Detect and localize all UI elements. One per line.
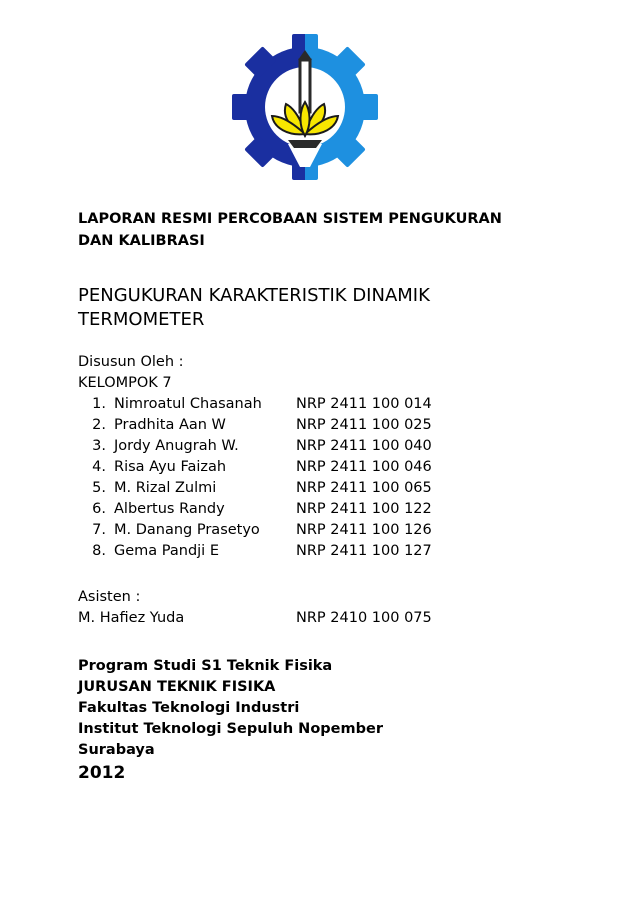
university: Institut Teknologi Sepuluh Nopember: [78, 721, 383, 737]
member-nrp: NRP 2411 100 025: [296, 417, 432, 433]
its-emblem-icon: [230, 32, 380, 182]
member-row: [78, 457, 558, 478]
member-name: Risa Ayu Faizah: [114, 459, 227, 475]
member-nrp: NRP 2411 100 122: [296, 501, 432, 517]
report-heading-line2: DAN KALIBRASI: [78, 233, 205, 249]
year: 2012: [78, 763, 126, 783]
member-nrp: NRP 2411 100 126: [296, 522, 432, 538]
member-nrp: NRP 2411 100 014: [296, 396, 432, 412]
member-row: [78, 478, 558, 499]
report-heading: [78, 208, 558, 252]
member-row: [78, 499, 558, 520]
member-nrp: NRP 2411 100 040: [296, 438, 432, 454]
member-name: Albertus Randy: [114, 501, 225, 517]
report-title-line1: PENGUKURAN KARAKTERISTIK DINAMIK: [78, 285, 430, 306]
member-row: [78, 415, 558, 436]
member-name: Jordy Anugrah W.: [114, 438, 239, 454]
member-number: 4.: [92, 459, 106, 475]
member-name: Nimroatul Chasanah: [114, 396, 262, 412]
group-name: KELOMPOK 7: [78, 375, 172, 391]
department: JURUSAN TEKNIK FISIKA: [78, 679, 276, 695]
assistant-label: Asisten :: [78, 589, 141, 605]
member-number: 1.: [92, 396, 106, 412]
city: Surabaya: [78, 742, 155, 758]
assistant-section: [78, 587, 558, 629]
assistant-name: M. Hafiez Yuda: [78, 610, 185, 626]
report-title-line2: TERMOMETER: [78, 309, 205, 330]
member-name: M. Rizal Zulmi: [114, 480, 217, 496]
member-nrp: NRP 2411 100 065: [296, 480, 432, 496]
member-nrp: NRP 2411 100 127: [296, 543, 432, 559]
authors-section: [78, 352, 558, 562]
member-number: 8.: [92, 543, 106, 559]
its-logo: [230, 32, 380, 182]
report-title: [78, 284, 558, 332]
study-program: Program Studi S1 Teknik Fisika: [78, 658, 333, 674]
assistant-row: [78, 608, 558, 629]
member-number: 7.: [92, 522, 106, 538]
member-name: Gema Pandji E: [114, 543, 219, 559]
member-number: 3.: [92, 438, 106, 454]
authors-label: Disusun Oleh :: [78, 354, 184, 370]
member-row: [78, 394, 558, 415]
member-row: [78, 436, 558, 457]
member-nrp: NRP 2411 100 046: [296, 459, 432, 475]
member-number: 5.: [92, 480, 106, 496]
report-heading-line1: LAPORAN RESMI PERCOBAAN SISTEM PENGUKURAN: [78, 211, 502, 227]
member-row: [78, 541, 558, 562]
member-number: 6.: [92, 501, 106, 517]
member-row: [78, 520, 558, 541]
institution-block: [78, 656, 558, 785]
assistant-nrp: NRP 2410 100 075: [296, 610, 432, 626]
faculty: Fakultas Teknologi Industri: [78, 700, 300, 716]
member-number: 2.: [92, 417, 106, 433]
member-name: M. Danang Prasetyo: [114, 522, 260, 538]
member-name: Pradhita Aan W: [114, 417, 226, 433]
